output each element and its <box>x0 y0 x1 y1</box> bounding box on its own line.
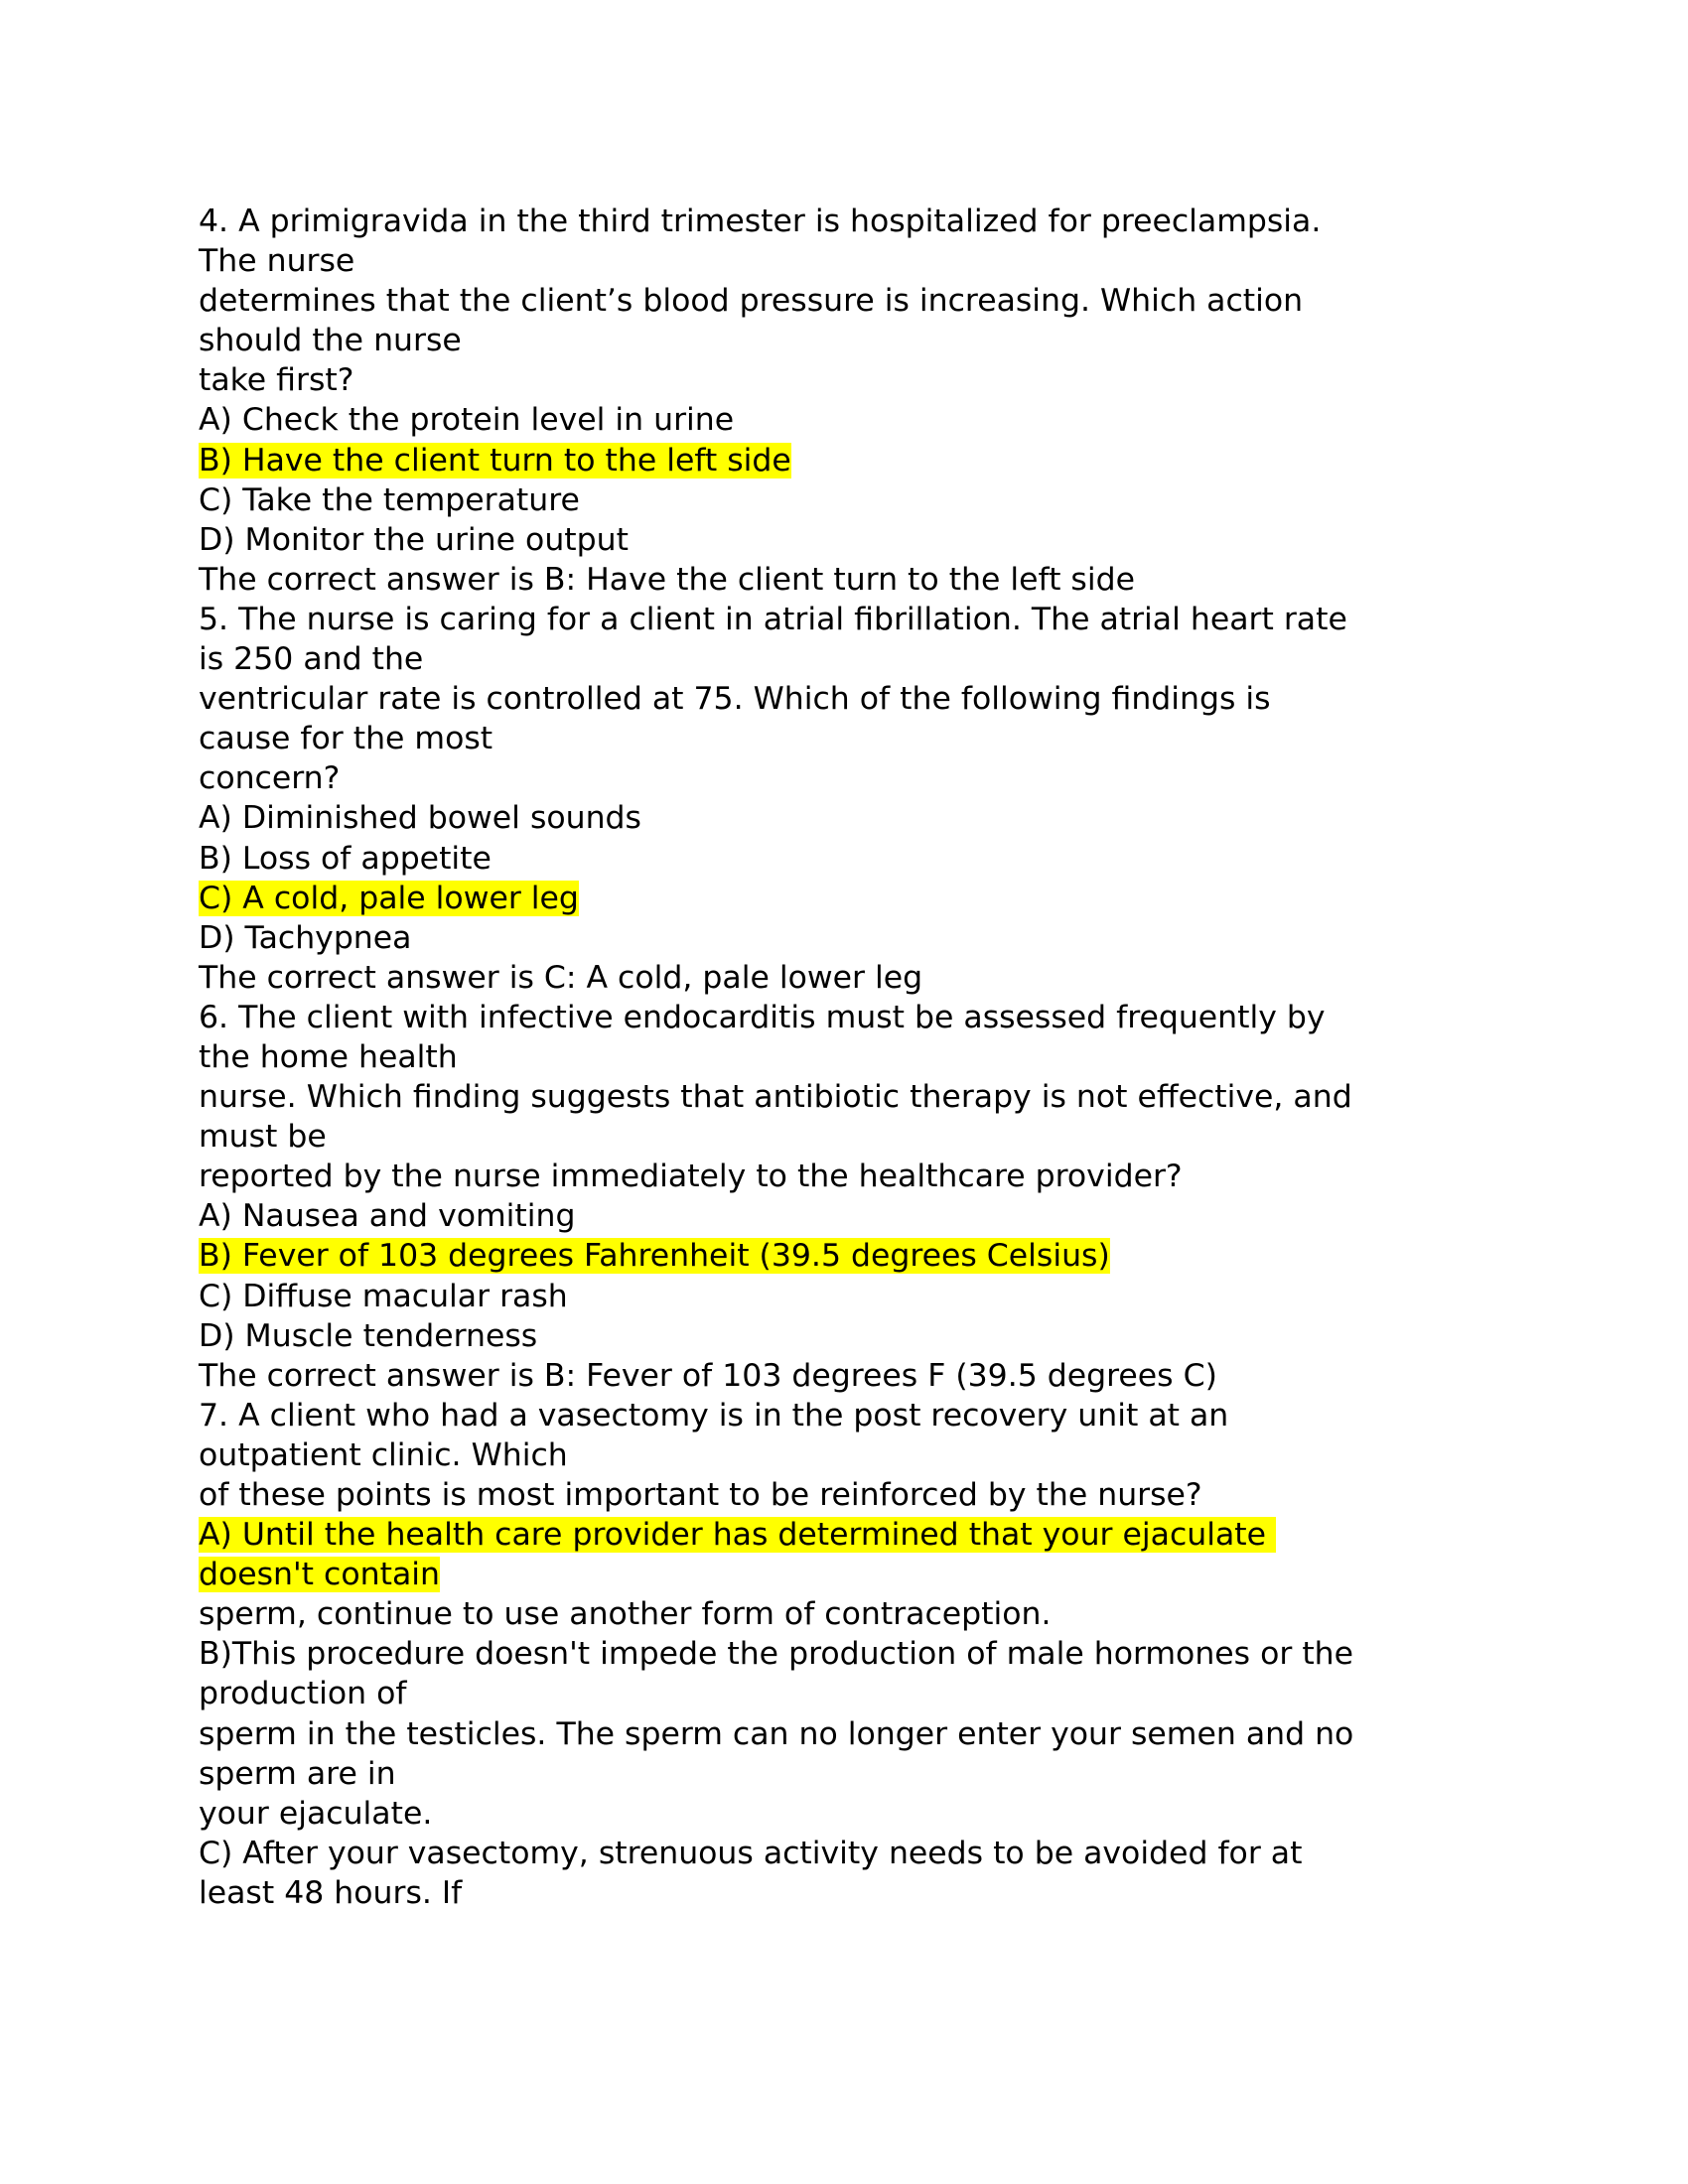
q6-option-a: A) Nausea and vomiting <box>199 1198 576 1235</box>
q7-stem-line-3: of these points is most important to be reinforced by the nurse? <box>199 1477 1202 1513</box>
q7-option-a-line-3: sperm, continue to use another form of contraception. <box>199 1596 1052 1633</box>
q4-option-c: C) Take the temperature <box>199 481 580 518</box>
q7-option-b-line-5: your ejaculate. <box>199 1795 433 1832</box>
q5-stem-line-3: ventricular rate is controlled at 75. Which of the following findings is <box>199 681 1271 718</box>
q6-stem-line-2: the home health <box>199 1038 458 1075</box>
q4-stem-line-2: The nurse <box>199 243 355 280</box>
q7-option-c-line-1: C) After your vasectomy, strenuous activity needs to be avoided for at <box>199 1835 1303 1871</box>
q5-stem-line-4: cause for the most <box>199 721 493 757</box>
q6-option-b-highlighted <box>199 1236 1489 1276</box>
highlight: doesn't contain <box>199 1557 440 1593</box>
q7-option-b-line-4: sperm are in <box>199 1755 396 1792</box>
q5-answer: The correct answer is C: A cold, pale lower leg <box>199 959 923 996</box>
q5-stem-line-1: 5. The nurse is caring for a client in atrial fibrillation. The atrial heart rate <box>199 601 1347 637</box>
q4-stem-line-5: take first? <box>199 362 354 399</box>
highlight: B) Have the client turn to the left side <box>199 442 791 478</box>
q7-option-a-highlighted-line-1 <box>199 1515 1489 1555</box>
q7-option-c-line-2: least 48 hours. If <box>199 1874 463 1911</box>
q7-option-b-line-1: B)This procedure doesn't impede the production of male hormones or the <box>199 1636 1354 1673</box>
highlight: B) Fever of 103 degrees Fahrenheit (39.5 degrees Celsius) <box>199 1238 1110 1275</box>
q6-option-c: C) Diffuse macular rash <box>199 1278 568 1314</box>
q6-option-d: D) Muscle tenderness <box>199 1317 538 1354</box>
q6-answer: The correct answer is B: Fever of 103 degrees F (39.5 degrees C) <box>199 1357 1217 1394</box>
q5-option-a: A) Diminished bowel sounds <box>199 800 641 837</box>
q7-option-a-highlighted-line-2 <box>199 1555 1489 1594</box>
q7-option-b-line-3: sperm in the testicles. The sperm can no longer enter your semen and no <box>199 1715 1354 1752</box>
q5-option-b: B) Loss of appetite <box>199 840 492 877</box>
q5-stem-line-2: is 250 and the <box>199 641 424 678</box>
q5-stem-line-5: concern? <box>199 760 341 797</box>
q4-option-d: D) Monitor the urine output <box>199 521 629 558</box>
q7-stem-line-1: 7. A client who had a vasectomy is in the post recovery unit at an <box>199 1397 1229 1433</box>
q4-stem-line-4: should the nurse <box>199 323 462 359</box>
q4-option-a: A) Check the protein level in urine <box>199 402 735 439</box>
q6-stem-line-3: nurse. Which finding suggests that antibiotic therapy is not effective, and <box>199 1079 1352 1116</box>
q4-option-b-highlighted <box>199 441 1489 480</box>
q5-option-c-highlighted <box>199 879 1489 918</box>
highlight: C) A cold, pale lower leg <box>199 880 579 916</box>
document-page <box>199 202 1489 1913</box>
q4-answer: The correct answer is B: Have the client turn to the left side <box>199 561 1135 598</box>
highlight: A) Until the health care provider has determined that your ejaculate <box>199 1517 1277 1554</box>
q5-option-d: D) Tachypnea <box>199 919 412 956</box>
q7-option-b-line-2: production of <box>199 1676 407 1712</box>
q7-stem-line-2: outpatient clinic. Which <box>199 1436 568 1473</box>
q6-stem-line-4: must be <box>199 1119 327 1156</box>
q6-stem-line-1: 6. The client with infective endocarditis must be assessed frequently by <box>199 999 1326 1035</box>
q4-stem-line-3: determines that the client’s blood pressure is increasing. Which action <box>199 283 1304 320</box>
q4-stem-line-1: 4. A primigravida in the third trimester is hospitalized for preeclampsia. <box>199 204 1322 239</box>
q6-stem-line-5: reported by the nurse immediately to the healthcare provider? <box>199 1159 1183 1195</box>
